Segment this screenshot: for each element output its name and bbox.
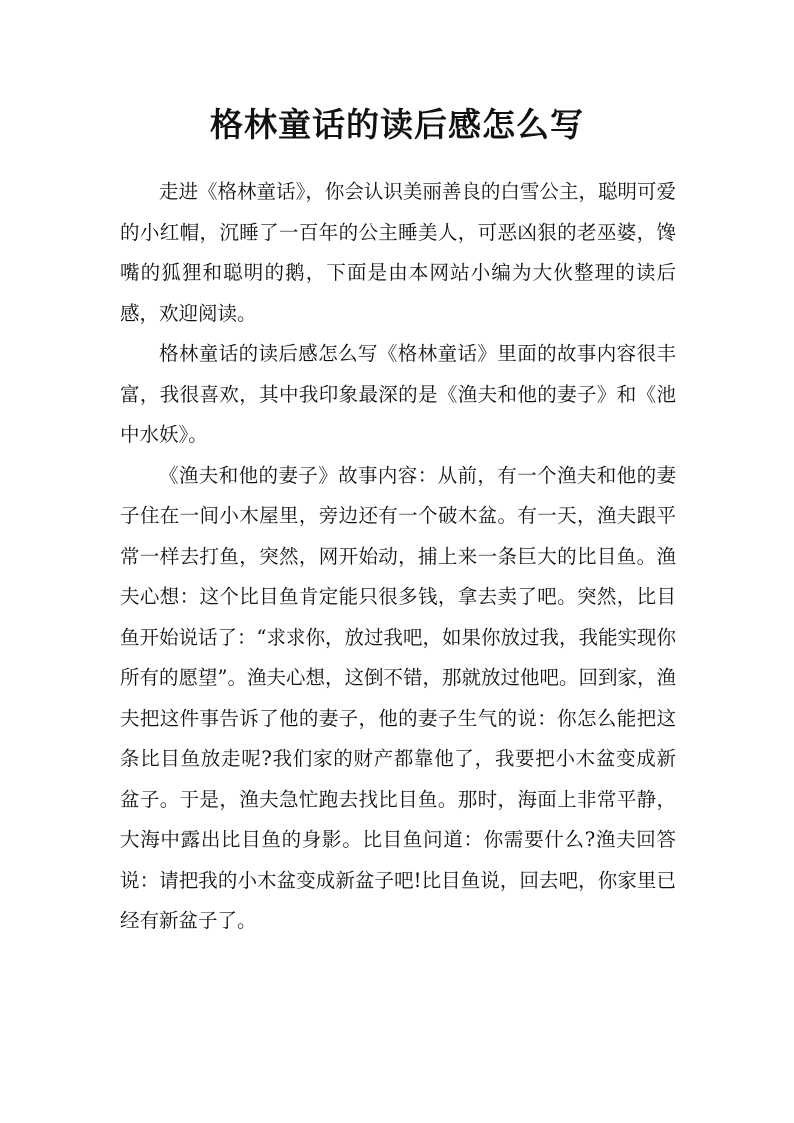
paragraph-favorites: 格林童话的读后感怎么写《格林童话》里面的故事内容很丰富，我很喜欢，其中我印象最深的是《渔夫和他的妻子》和《池中水妖》。	[120, 342, 676, 446]
paragraph-story: 《渔夫和他的妻子》故事内容：从前，有一个渔夫和他的妻子住在一间小木屋里，旁边还有一个破木盆。有一天，渔夫跟平常一样去打鱼，突然，网开始动，捕上来一条巨大的比目鱼。渔夫心想：这个比目鱼肯定能只很多钱，拿去卖了吧。突然，比目鱼开始说话了：“求求你，放过我吧，如果你放过我，我能实现你所有的愿望”。渔夫心想，这倒不错，那就放过他吧。回到家，渔夫把这件事告诉了他的妻子，他的妻子生气的说：你怎么能把这条比目鱼放走呢?我们家的财产都靠他了，我要把小木盆变成新盆子。于是，渔夫急忙跑去找比目鱼。那时，海面上非常平静，大海中露出比目鱼的身影。比目鱼问道：你需要什么?渔夫回答说：请把我的小木盆变成新盆子吧!比目鱼说，回去吧，你家里已经有新盆子了。	[120, 463, 676, 932]
paragraph-intro: 走进《格林童话》，你会认识美丽善良的白雪公主，聪明可爱的小红帽，沉睡了一百年的公主睡美人，可恶凶狠的老巫婆，馋嘴的狐狸和聪明的鹅，下面是由本网站小编为大伙整理的读后感，欢迎阅读。	[120, 180, 676, 325]
document-title: 格林童话的读后感怎么写	[210, 105, 584, 144]
document-body	[120, 172, 676, 942]
